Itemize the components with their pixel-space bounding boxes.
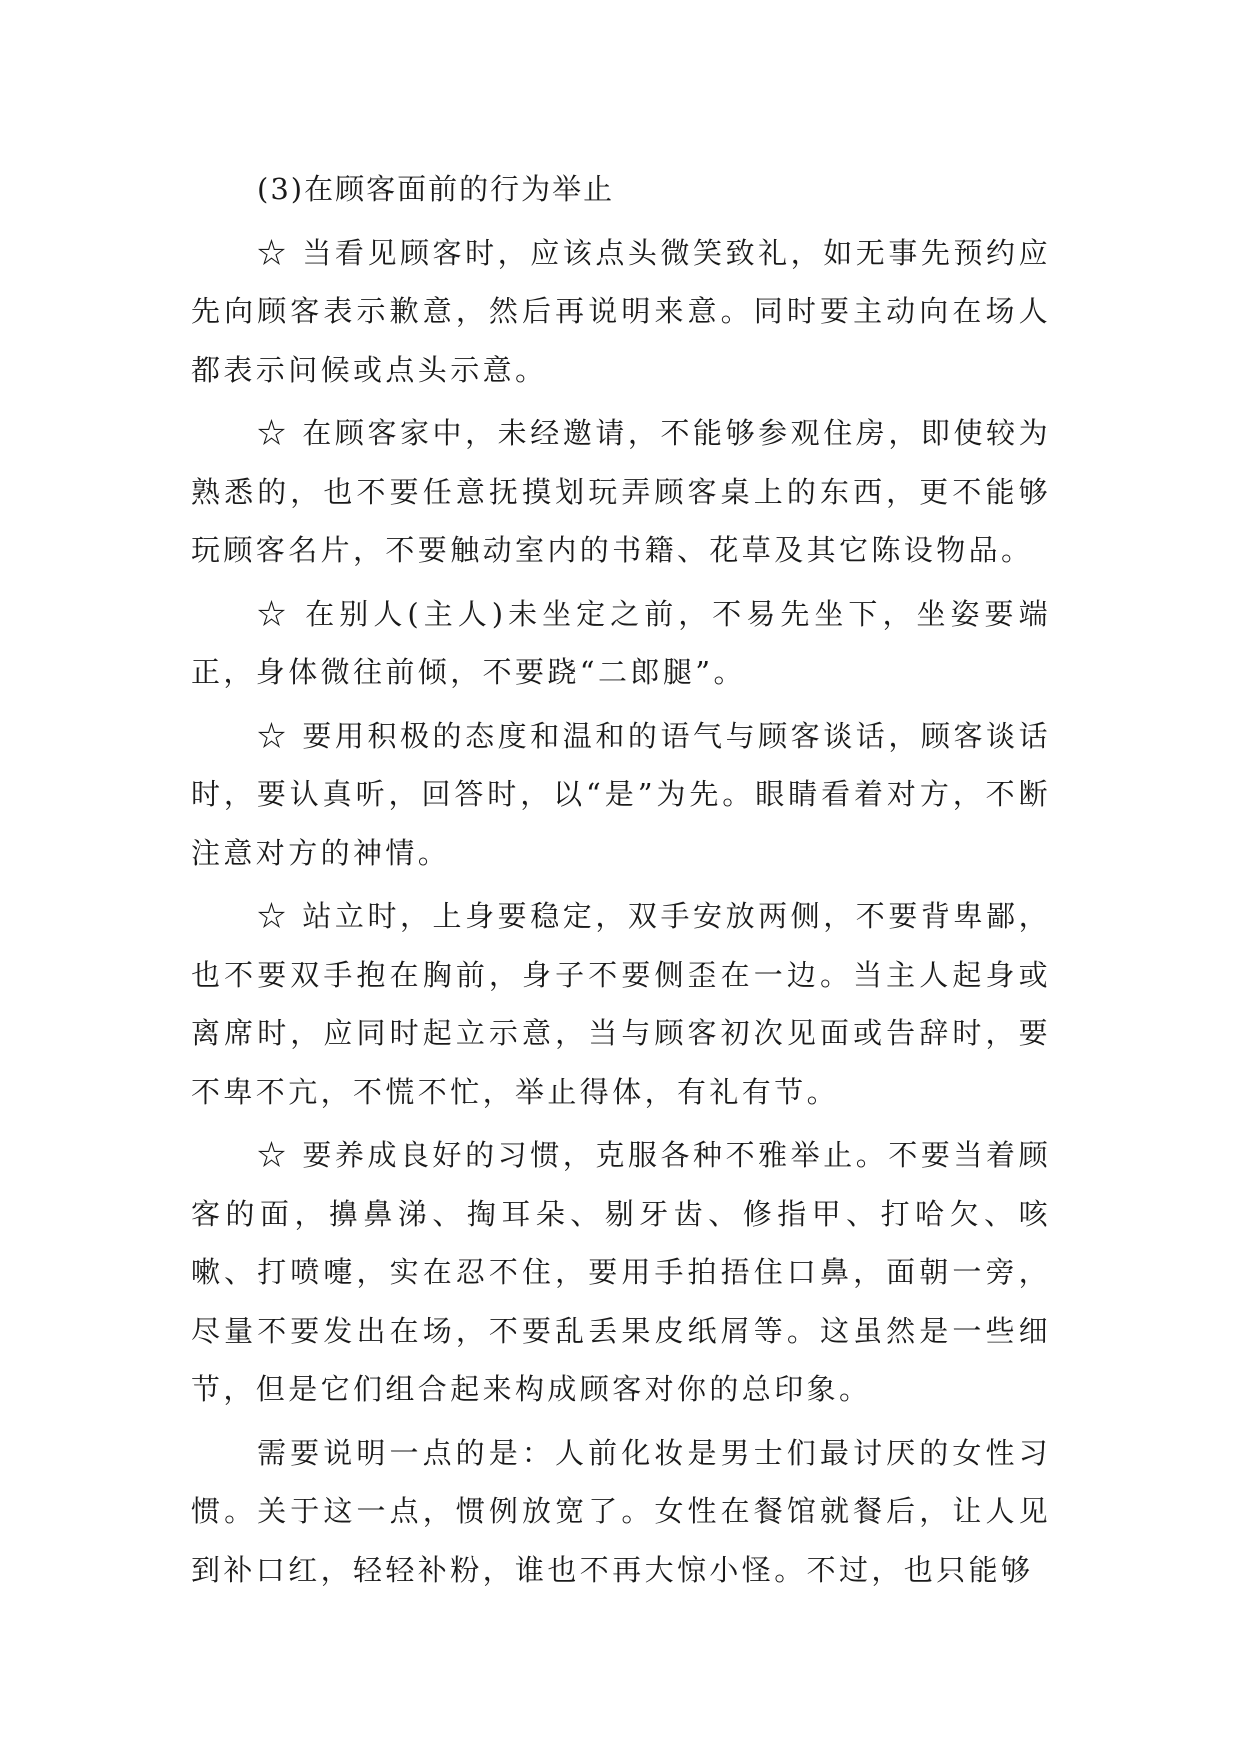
paragraph: ☆ 要养成良好的习惯，克服各种不雅举止。不要当着顾客的面，擤鼻涕、掏耳朵、剔牙齿、修指甲、打哈欠、咳嗽、打喷嚏，实在忍不住，要用手拍捂住口鼻，面朝一旁，尽量不要发出在场，不要乱丢果皮纸屑等。这虽然是一些细节，但是它们组合起来构成顾客对你的总印象。 <box>191 1138 1051 1406</box>
paragraph: ☆ 当看见顾客时，应该点头微笑致礼，如无事先预约应先向顾客表示歉意，然后再说明来意。同时要主动向在场人都表示问候或点头示意。 <box>191 235 1051 387</box>
paragraph: ☆ 在别人(主人)未坐定之前，不易先坐下，坐姿要端正，身体微往前倾，不要跷“二郎腿”。 <box>191 596 1051 689</box>
paragraph: ☆ 在顾客家中，未经邀请，不能够参观住房，即使较为熟悉的，也不要任意抚摸划玩弄顾客桌上的东西，更不能够玩顾客名片，不要触动室内的书籍、花草及其它陈设物品。 <box>191 416 1051 567</box>
document-body <box>191 160 1051 1604</box>
paragraph: ☆ 要用积极的态度和温和的语气与顾客谈话，顾客谈话时，要认真听，回答时，以“是”为先。眼睛看着对方，不断注意对方的神情。 <box>191 718 1051 870</box>
paragraph: ☆ 站立时，上身要稳定，双手安放两侧，不要背卑鄙，也不要双手抱在胸前，身子不要侧歪在一边。当主人起身或离席时，应同时起立示意，当与顾客初次见面或告辞时，要不卑不亢，不慌不忙，举止得体，有礼有节。 <box>191 899 1051 1109</box>
paragraph: 需要说明一点的是：人前化妆是男士们最讨厌的女性习惯。关于这一点，惯例放宽了。女性在餐馆就餐后，让人见到补口红，轻轻补粉，谁也不再大惊小怪。不过，也只能够 <box>191 1435 1051 1587</box>
section-heading: (3)在顾客面前的行为举止 <box>257 172 615 206</box>
